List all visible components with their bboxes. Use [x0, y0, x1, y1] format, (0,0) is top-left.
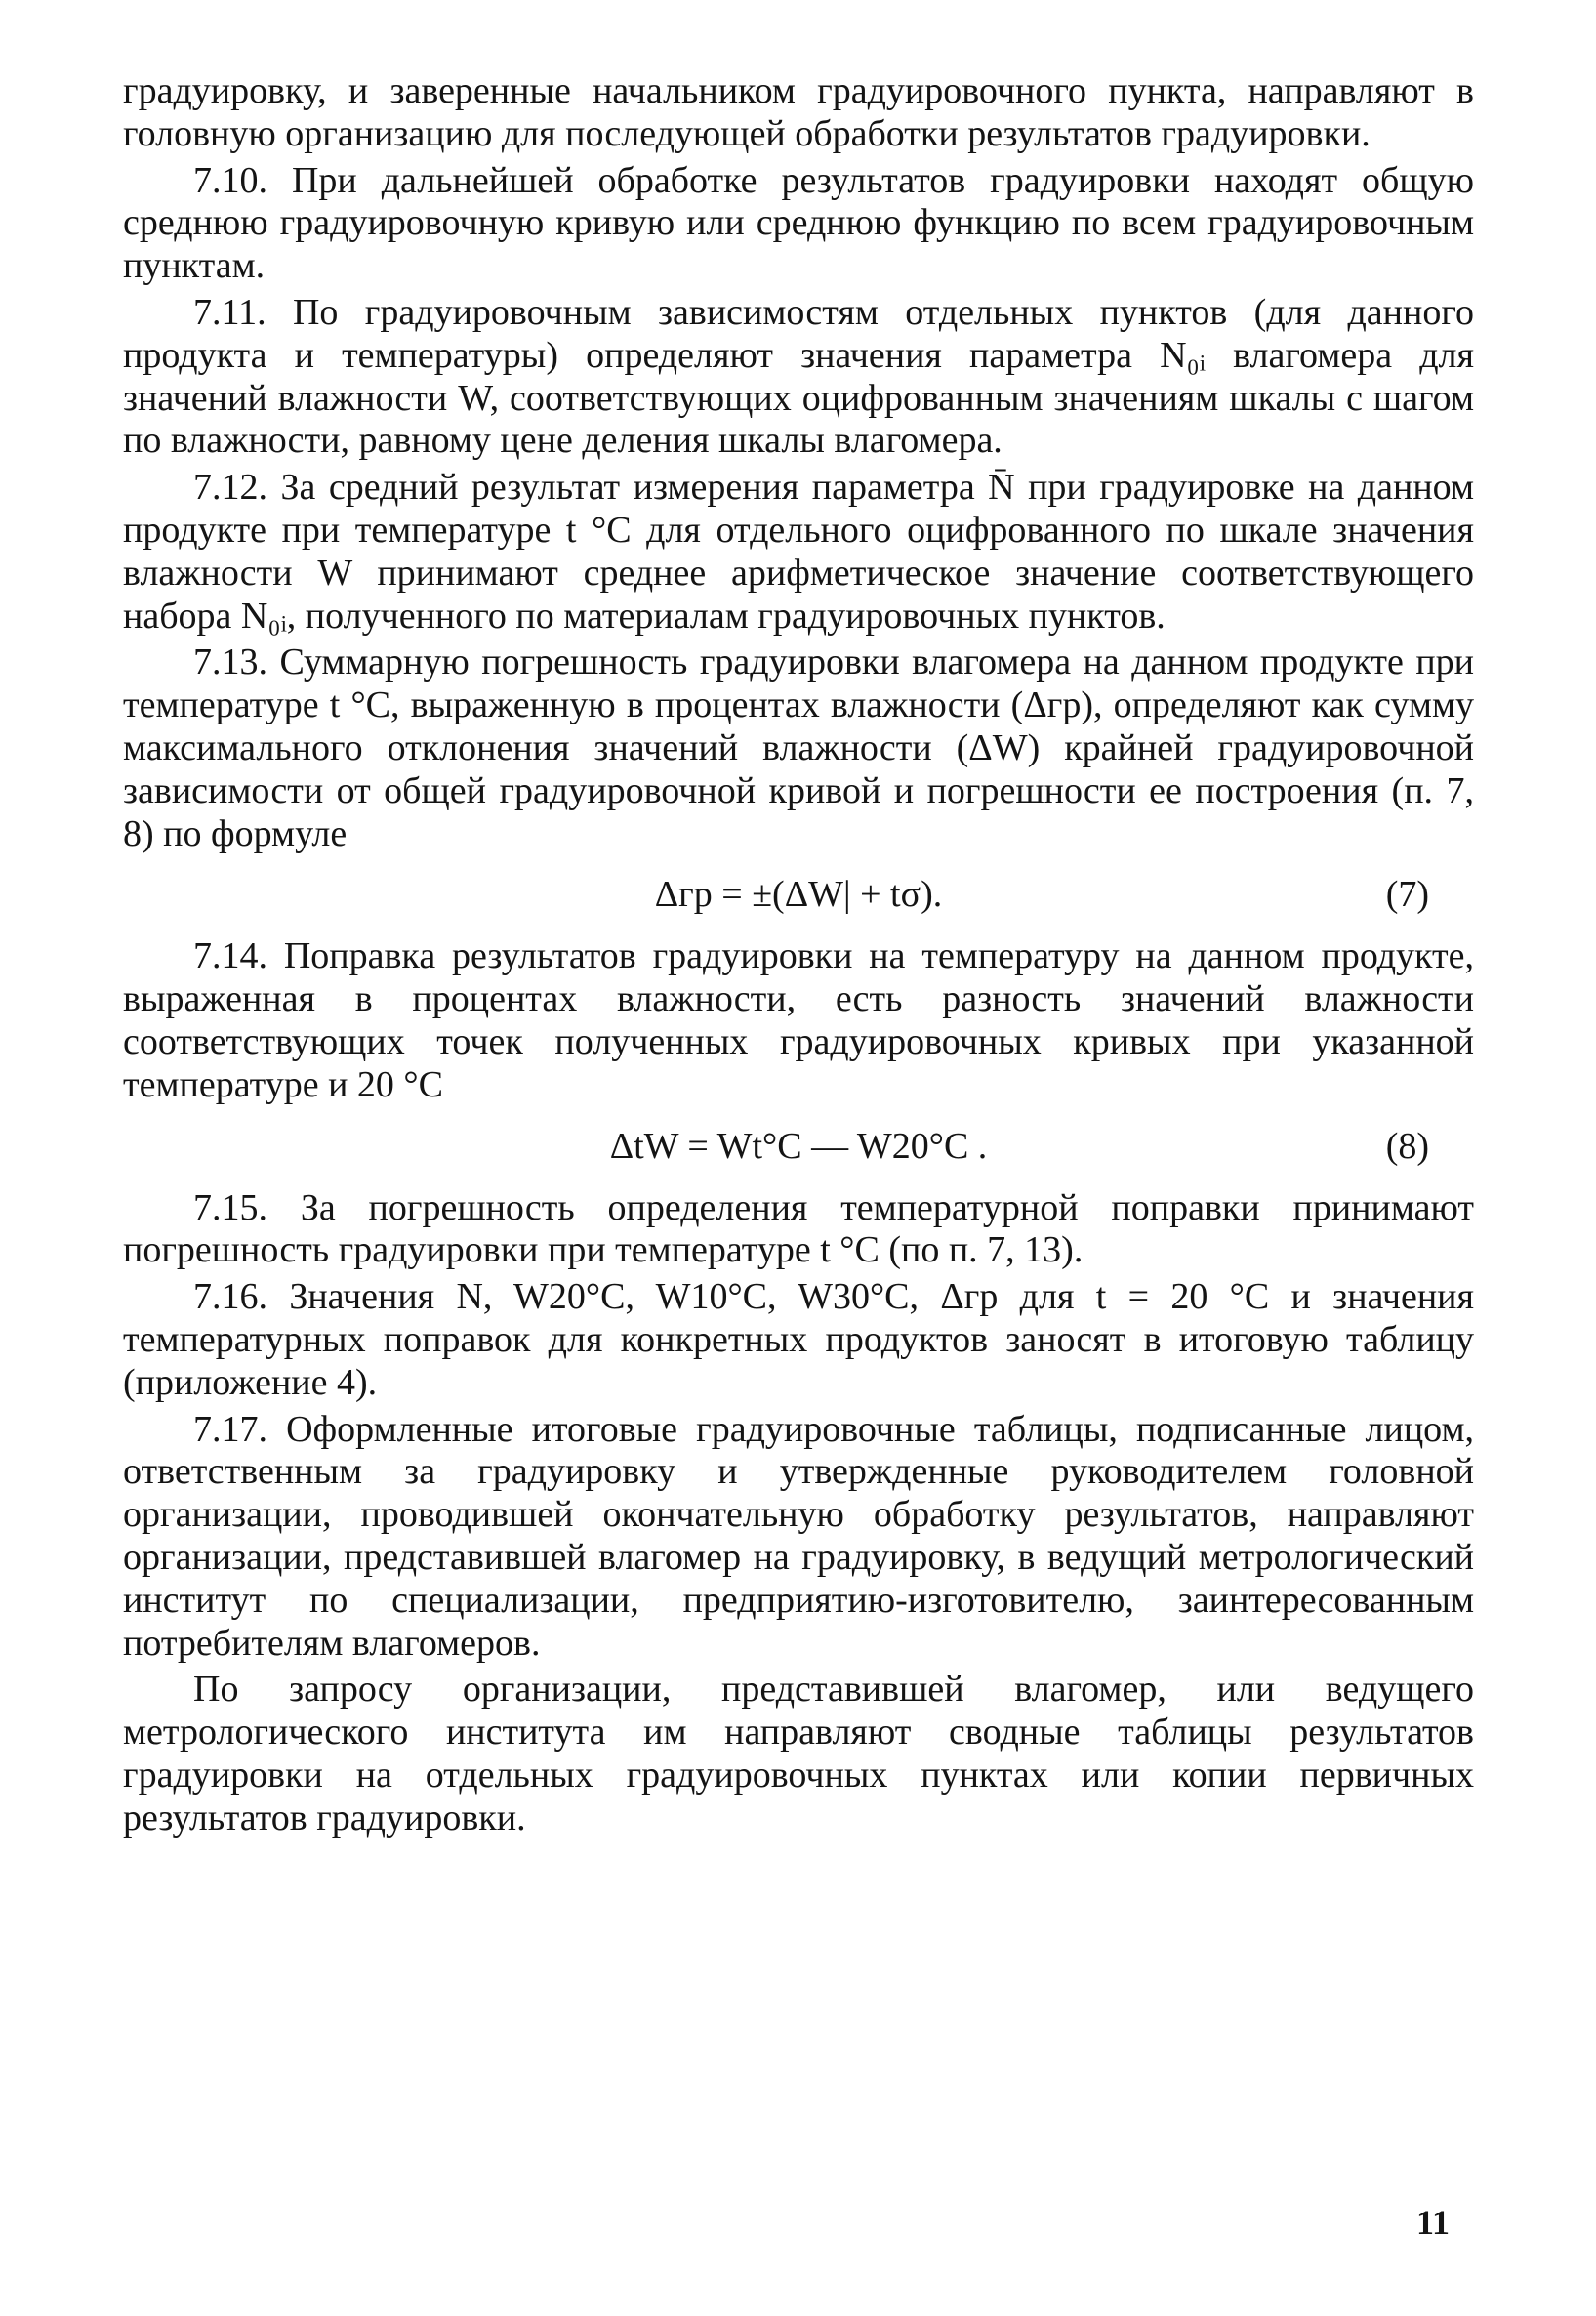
formula-7-expression: Δгр = ±(ΔW| + tσ). — [654, 874, 943, 916]
document-page — [123, 70, 1474, 1843]
paragraph-7-16: 7.16. Значения N, W20°C, W10°C, W30°C, Δгр для t = 20 °С и значения температурных поправок для конкретных продуктов заносят в итоговую таблицу (приложение 4). — [123, 1276, 1474, 1403]
paragraph-7-10: 7.10. При дальнейшей обработке результатов градуировки находят общую среднюю градуировочную кривую или среднюю функцию по всем градуировочным пунктам. — [123, 159, 1474, 287]
paragraph-request: По запросу организации, представившей влагомер, или ведущего метрологического института им направляют сводные таблицы результатов градуировки на отдельных градуировочных пунктах или копии первичных результатов градуировки. — [123, 1669, 1474, 1839]
paragraph-7-11: 7.11. По градуировочным зависимостям отдельных пунктов (для данного продукта и температуры) определяют значения параметра N₀ᵢ влагомера для значений влажности W, соответствующих оцифрованным значениям шкалы с шагом по влажности, равному цене деления шкалы влагомера. — [123, 291, 1474, 462]
formula-8-expression: ΔtW = Wt°C — W20°C . — [609, 1125, 988, 1167]
page-number: 11 — [1415, 2203, 1450, 2242]
formula-7 — [123, 867, 1474, 922]
paragraph-7-13: 7.13. Суммарную погрешность градуировки влагомера на данном продукте при температуре t °С, выраженную в процентах влажности (Δгр), определяют как сумму максимального отклонения значений влажности (ΔW) крайней градуировочной зависимости от общей градуировочной кривой и погрешности ее построения (п. 7, 8) по формуле — [123, 641, 1474, 854]
formula-8 — [123, 1119, 1474, 1174]
formula-7-number: (7) — [1385, 874, 1429, 916]
paragraph-7-15: 7.15. За погрешность определения температурной поправки принимают погрешность градуировки при температуре t °С (по п. 7, 13). — [123, 1186, 1474, 1271]
paragraph-7-14: 7.14. Поправка результатов градуировки на температуру на данном продукте, выраженная в процентах влажности, есть разность значений влажности соответствующих точек полученных градуировочных кривых при указанной температуре и 20 °С — [123, 935, 1474, 1105]
paragraph-7-12: 7.12. За средний результат измерения параметра N̄ при градуировке на данном продукте при температуре t °С для отдельного оцифрованного по шкале значения влажности W принимают среднее арифметическое значение соответствующего набора N₀ᵢ, полученного по материалам градуировочных пунктов. — [123, 467, 1474, 637]
formula-8-number: (8) — [1385, 1125, 1429, 1167]
paragraph-intro: градуировку, и заверенные начальником градуировочного пункта, направляют в головную организацию для последующей обработки результатов градуировки. — [123, 70, 1474, 154]
paragraph-7-17: 7.17. Оформленные итоговые градуировочные таблицы, подписанные лицом, ответственным за градуировку и утвержденные руководителем головной организации, проводившей окончательную обработку результатов, направляют организации, представившей влагомер на градуировку, в ведущий метрологический институт по специализации, предприятию-изготовителю, заинтересованным потребителям влагомеров. — [123, 1408, 1474, 1664]
